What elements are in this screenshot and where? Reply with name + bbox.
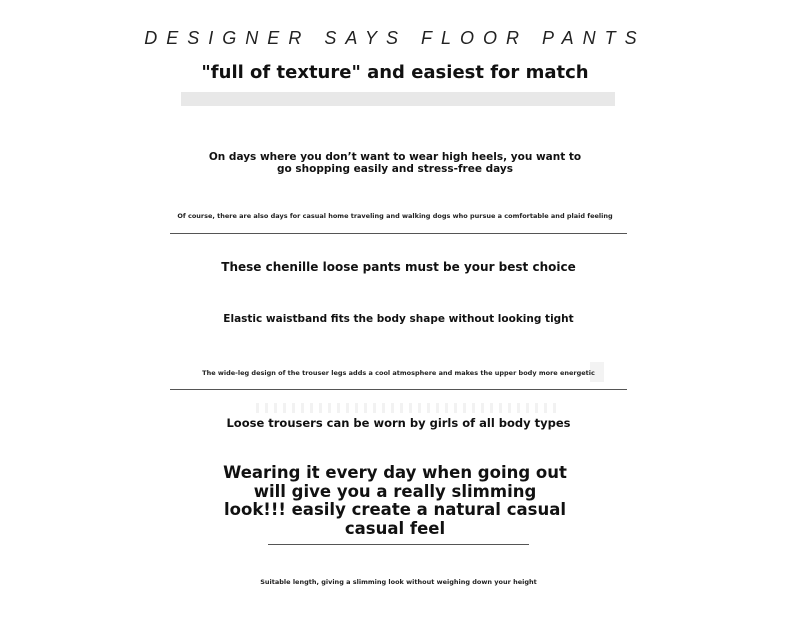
waistband-line: Elastic waistband fits the body shape without looking tight [223,313,574,325]
texture-title: "full of texture" and easiest for match [201,62,589,83]
wide-leg-note: The wide-leg design of the trouser legs adds a cool atmosphere and makes the upper body more energetic [202,369,595,377]
title-highlight-band [181,92,615,106]
divider-2 [170,389,627,390]
divider-1 [170,233,627,234]
best-choice-heading: These chenille loose pants must be your best choice [221,260,576,274]
divider-3 [268,544,529,545]
slimming-block: Wearing it every day when going out will give you a really slimming look!!! easily create a natural casual casual feel [223,463,567,538]
faint-texture-band [250,403,560,413]
page-header-title: DESIGNER SAYS FLOOR PANTS [144,28,646,48]
loose-trousers-line: Loose trousers can be worn by girls of all body types [226,416,571,430]
intro-line: On days where you don’t want to wear high heels, you want to go shopping easily and stress-free days [208,151,582,175]
intro-note: Of course, there are also days for casual home traveling and walking dogs who pursue a comfortable and plaid feeling [177,212,613,220]
length-note: Suitable length, giving a slimming look without weighing down your height [260,578,537,586]
